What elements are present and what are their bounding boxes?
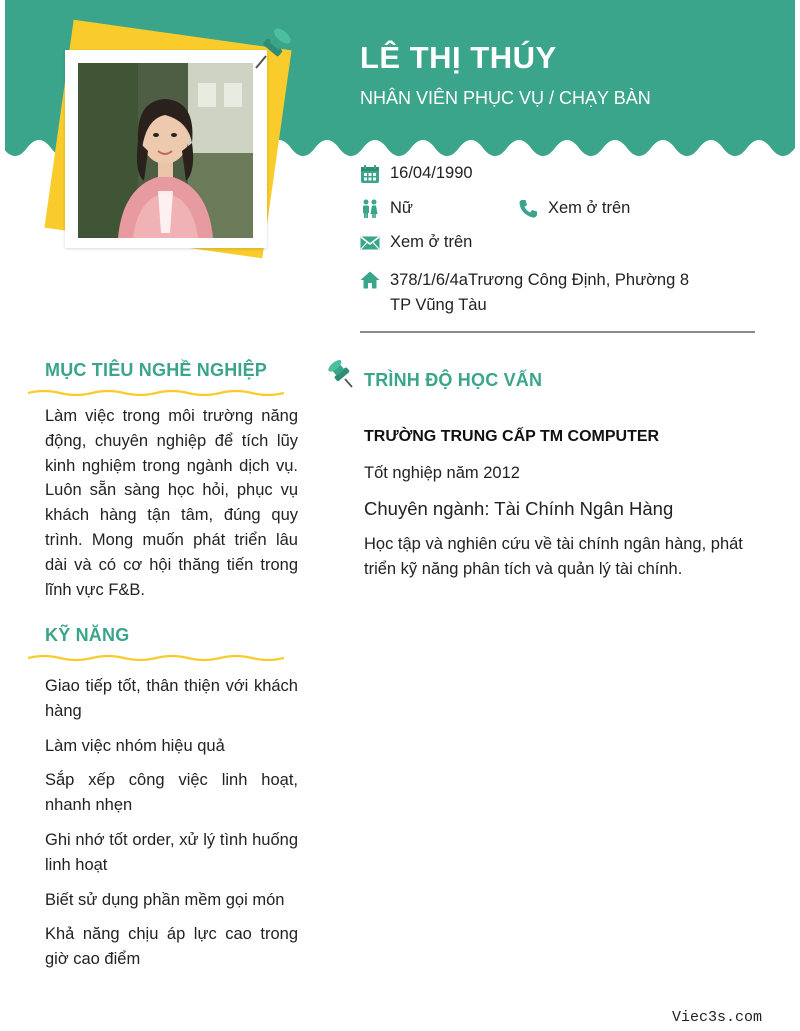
education-description: Học tập và nghiên cứu về tài chính ngân hàng, phát triển kỹ năng phân tích và quản lý tài chính. [364, 535, 743, 578]
phone-icon [518, 199, 538, 219]
objective-heading: MỤC TIÊU NGHỀ NGHIỆP [45, 360, 268, 380]
skill-item: Ghi nhớ tốt order, xử lý tình huống linh hoạt [45, 830, 298, 874]
contact-divider [360, 331, 755, 333]
gender-value: Nữ [390, 199, 413, 217]
education-heading: TRÌNH ĐỘ HỌC VẤN [364, 370, 543, 390]
avatar [78, 63, 253, 238]
profile-photo-block [40, 28, 290, 273]
contact-dob [360, 164, 473, 184]
dob-value: 16/04/1990 [390, 164, 473, 182]
address-text [390, 268, 689, 318]
candidate-name: LÊ THỊ THÚY [360, 40, 557, 75]
pushpin-icon [250, 26, 292, 72]
footer-brand: Viec3s.com [672, 1009, 763, 1026]
gender-icon [360, 199, 380, 219]
skills-list [45, 674, 298, 982]
address-line-2: TP Vũng Tàu [390, 296, 487, 314]
objective-underline [28, 385, 284, 403]
pushpin-icon [328, 360, 356, 390]
home-icon [360, 270, 380, 290]
address-line-1: 378/1/6/4aTrương Công Định, Phường 8 [390, 271, 690, 289]
objective-text: Làm việc trong môi trường năng động, chuyên nghiệp để tích lũy kinh nghiệm trong ngành dịch vụ. Luôn sẵn sàng học hỏi, phục vụ khách hàng tận tâm, đúng quy trình. Mong muốn phát triển lâu dài và có cơ hội thăng tiến trong lĩnh vực F&B. [45, 407, 298, 599]
skills-underline [28, 650, 284, 668]
skill-item: Làm việc nhóm hiệu quả [45, 736, 225, 755]
job-title: NHÂN VIÊN PHỤC VỤ / CHẠY BÀN [360, 88, 651, 108]
phone-value: Xem ở trên [548, 199, 631, 217]
contact-phone [518, 199, 630, 219]
skills-heading: KỸ NĂNG [45, 625, 130, 645]
skill-item: Sắp xếp công việc linh hoạt, nhanh nhẹn [45, 771, 298, 815]
skill-item: Biết sử dụng phần mềm gọi món [45, 890, 285, 909]
calendar-icon [360, 164, 380, 184]
contact-gender [360, 199, 413, 219]
contact-address [360, 268, 689, 318]
skill-item: Khả năng chịu áp lực cao trong giờ cao điểm [45, 925, 298, 969]
education-major: Chuyên ngành: Tài Chính Ngân Hàng [364, 498, 674, 519]
education-school: TRƯỜNG TRUNG CẤP TM COMPUTER [364, 428, 660, 445]
education-graduation: Tốt nghiệp năm 2012 [364, 464, 520, 482]
email-value: Xem ở trên [390, 233, 473, 251]
contact-email [360, 233, 472, 253]
photo-frame [65, 50, 267, 248]
skill-item: Giao tiếp tốt, thân thiện với khách hàng [45, 677, 298, 720]
email-icon [360, 233, 380, 253]
